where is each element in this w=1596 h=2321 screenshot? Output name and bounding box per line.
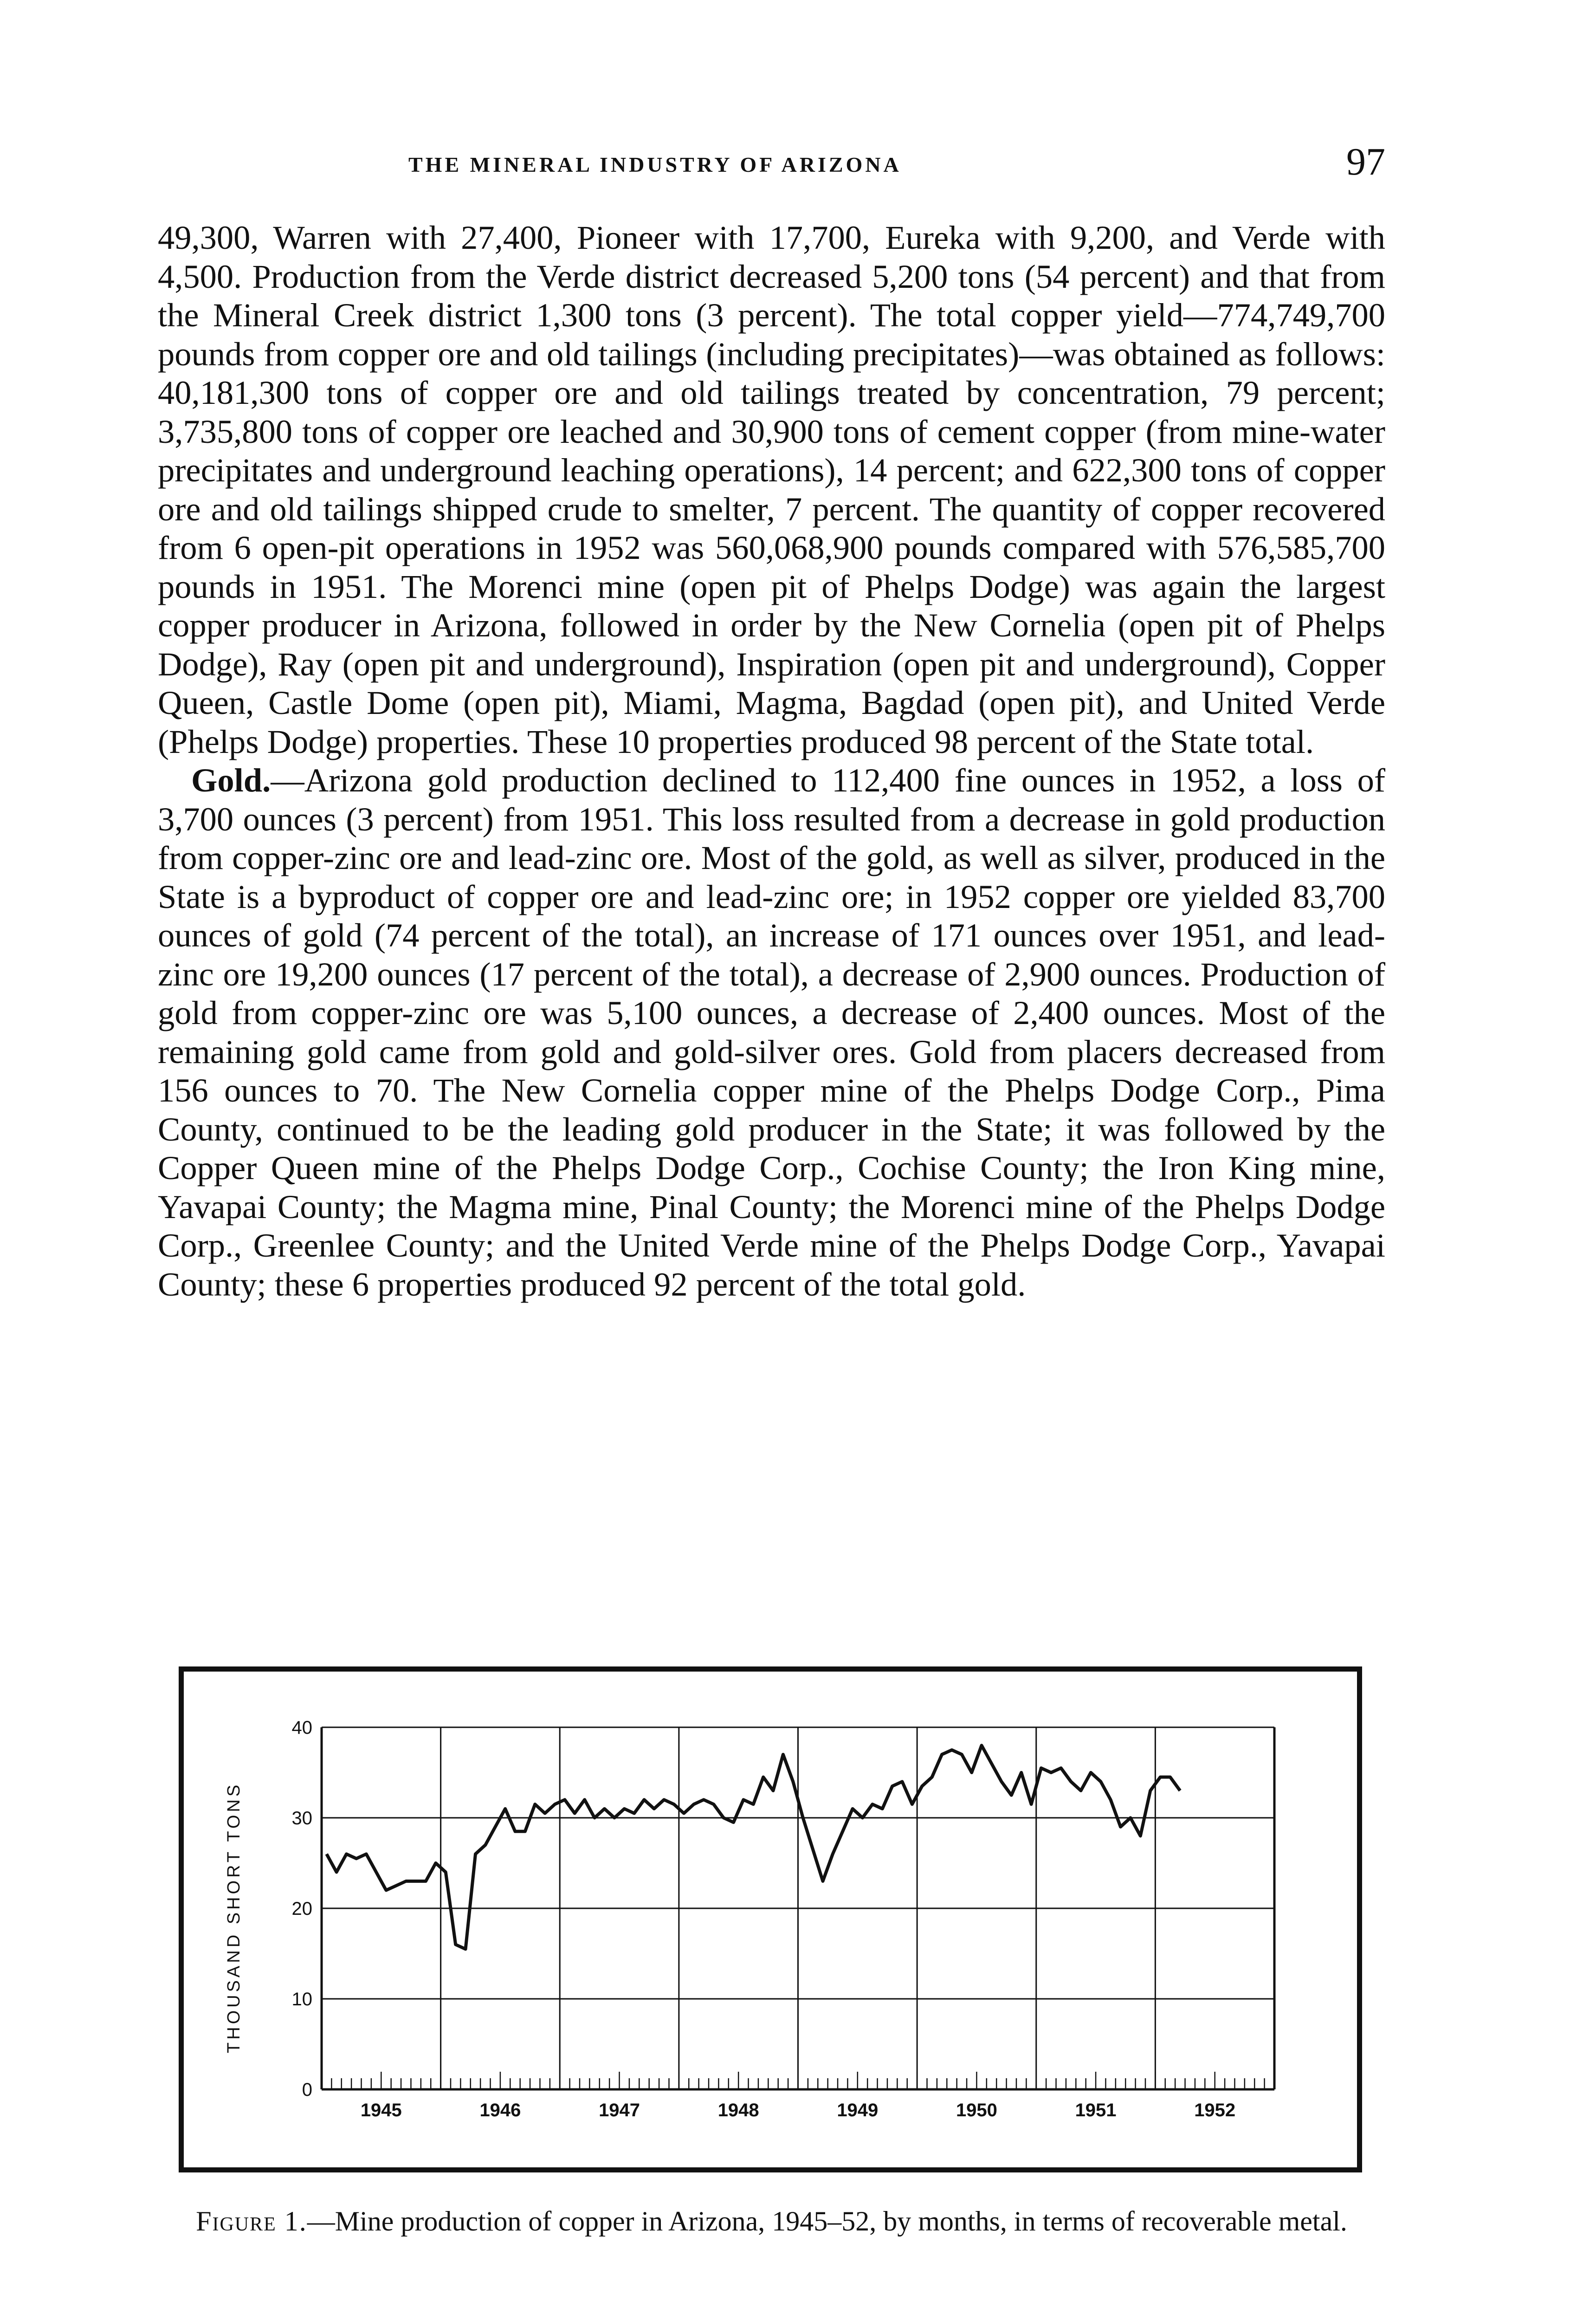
- figure-1-frame: [179, 1666, 1362, 2172]
- x-tick-label: 1950: [956, 2100, 997, 2120]
- figure-label: Figure 1.: [196, 2206, 307, 2237]
- x-tick-label: 1948: [717, 2100, 759, 2120]
- caption-text: —Mine production of copper in Arizona, 1945–52, by months, in terms of recoverable metal.: [307, 2206, 1347, 2237]
- paragraph-gold: [158, 761, 1385, 1303]
- y-tick-label: 20: [291, 1899, 312, 1919]
- x-tick-label: 1947: [599, 2100, 640, 2120]
- x-tick-label: 1951: [1075, 2100, 1117, 2120]
- running-title: THE MINERAL INDUSTRY OF ARIZONA: [408, 153, 902, 176]
- x-tick-label: 1946: [479, 2100, 521, 2120]
- x-tick-label: 1945: [360, 2100, 402, 2120]
- y-axis-label: THOUSAND SHORT TONS: [224, 1782, 244, 2054]
- paragraph-copper: [158, 218, 1385, 761]
- body-text: [158, 218, 1385, 1303]
- y-tick-label: 30: [291, 1808, 312, 1828]
- y-tick-label: 0: [302, 2080, 312, 2100]
- page-number: 97: [1346, 140, 1385, 183]
- run-in-heading-gold: Gold.: [191, 761, 271, 799]
- y-tick-label: 10: [291, 1989, 312, 2010]
- y-tick-label: 40: [291, 1718, 312, 1738]
- x-tick-label: 1952: [1194, 2100, 1236, 2120]
- copper-production-chart: [184, 1672, 1357, 2167]
- running-header: [158, 139, 1385, 190]
- figure-caption: [158, 2206, 1385, 2237]
- series-line: [327, 1745, 1180, 1949]
- paragraph-text: 49,300, Warren with 27,400, Pioneer with 17,700, Eureka with 9,200, and Verde with 4,500. Production from the Verde district decreased 5,200 tons (54 percent) and that from the Mineral Creek district 1,300 tons (3 percent). The total copper yield—774,749,700 pounds from copper ore and old tailings (including precipitates)—was obtained as follows: 40,181,300 tons of copper ore and old tailings treated by concentration, 79 percent; 3,735,800 tons of copper ore leached and 30,900 tons of cement copper (from mine-water precipitates and underground leaching operations), 14 percent; and 622,300 tons of copper ore and old tailings shipped crude to smelter, 7 percent. The quantity of copper recovered from 6 open-pit operations in 1952 was 560,068,900 pounds compared with 576,585,700 pounds in 1951. The Morenci mine (open pit of Phelps Dodge) was again the largest copper producer in Arizona, followed in order by the New Cornelia (open pit of Phelps Dodge), Ray (open pit and underground), Inspiration (open pit and underground), Copper Queen, Castle Dome (open pit), Miami, Magma, Bagdad (open pit), and United Verde (Phelps Dodge) properties. These 10 properties produced 98 percent of the State total.: [158, 219, 1385, 760]
- paragraph-text: —Arizona gold production declined to 112,400 fine ounces in 1952, a loss of 3,700 ounces (3 percent) from 1951. This loss resulted from a decrease in gold production from copper-zinc ore and lead-zinc ore. Most of the gold, as well as silver, produced in the State is a byproduct of copper ore and lead-zinc ore; in 1952 copper ore yielded 83,700 ounces of gold (74 percent of the total), an increase of 171 ounces over 1951, and lead-zinc ore 19,200 ounces (17 percent of the total), a decrease of 2,900 ounces. Production of gold from copper-zinc ore was 5,100 ounces, a decrease of 2,400 ounces. Most of the remaining gold came from gold and gold-silver ores. Gold from placers decreased from 156 ounces to 70. The New Cornelia copper mine of the Phelps Dodge Corp., Pima County, continued to be the leading gold producer in the State; it was followed by the Copper Queen mine of the Phelps Dodge Corp., Cochise County; the Iron King mine, Yavapai County; the Magma mine, Pinal County; the Morenci mine of the Phelps Dodge Corp., Greenlee County; and the United Verde mine of the Phelps Dodge Corp., Yavapai County; these 6 properties produced 92 percent of the total gold.: [158, 761, 1385, 1303]
- x-tick-label: 1949: [837, 2100, 879, 2120]
